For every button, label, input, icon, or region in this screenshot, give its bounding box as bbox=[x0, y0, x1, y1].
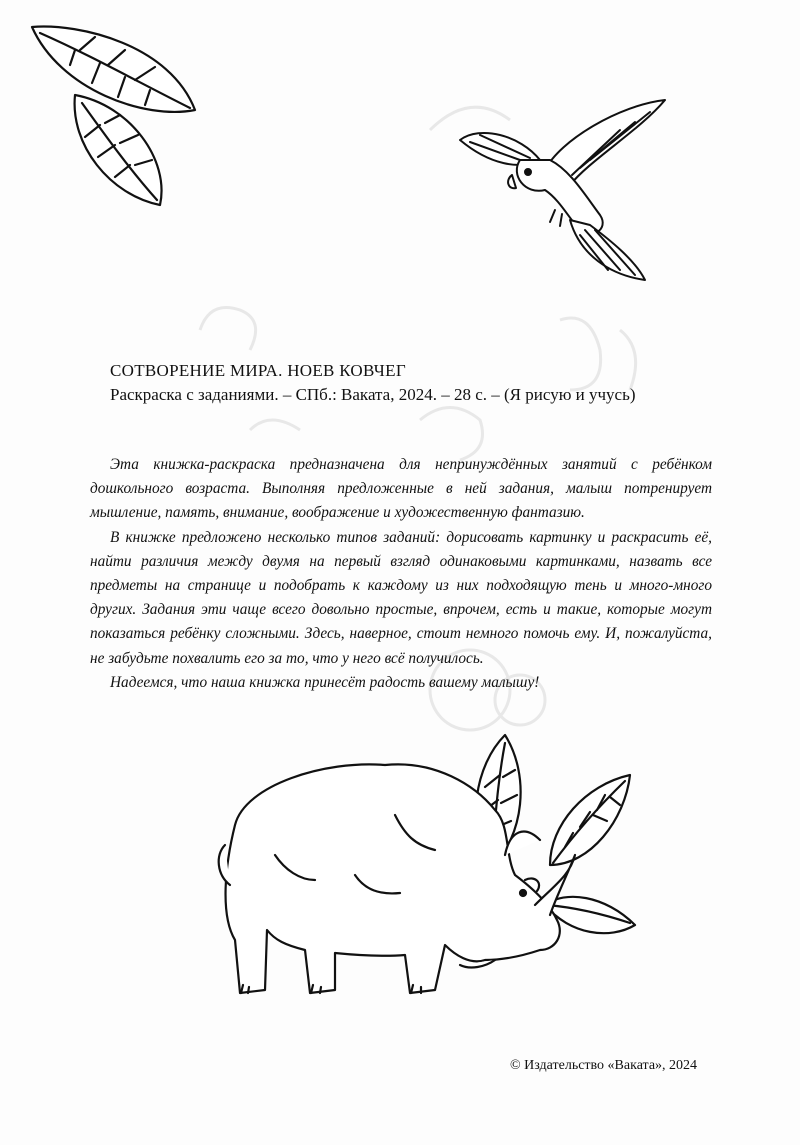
copyright-notice: © Издательство «Ваката», 2024 bbox=[510, 1058, 698, 1073]
annotation-paragraph: Эта книжка-раскраска предназначена для непринуждённых занятий с ребёнком дошкольного возраста. Выполняя предложенные в ней задания, малыш потренирует мышление, память, внимание, воображение и художественную фантазию. bbox=[90, 456, 712, 522]
publication-details: Раскраска с заданиями. – СПб.: Ваката, 2024. – 28 с. – (Я рисую и учусь) bbox=[110, 385, 636, 404]
parrot-illustration bbox=[450, 90, 710, 290]
book-title: СОТВОРЕНИЕ МИРА. НОЕВ КОВЧЕГ bbox=[110, 361, 406, 380]
annotation-paragraph: Надеемся, что наша книжка принесёт радость вашему малышу! bbox=[110, 673, 540, 691]
annotation-text bbox=[90, 453, 712, 695]
rhino-illustration bbox=[205, 715, 645, 1015]
leaves-illustration bbox=[20, 5, 220, 235]
bibliographic-record bbox=[110, 359, 730, 407]
annotation-paragraph: В книжке предложено несколько типов заданий: дорисовать картинку и раскрасить её, найти различия между двумя на первый взгляд одинаковыми картинками, назвать все предметы на странице и подобрать к каждому из них подходящую тень и много-много других. Задания эти чаще всего довольно простые, впрочем, есть и такие, которые могут показаться ребёнку сложными. Здесь, наверное, стоит немного помочь ему. И, пожалуйста, не забудьте похвалить его за то, что у него всё получилось. bbox=[90, 528, 712, 667]
